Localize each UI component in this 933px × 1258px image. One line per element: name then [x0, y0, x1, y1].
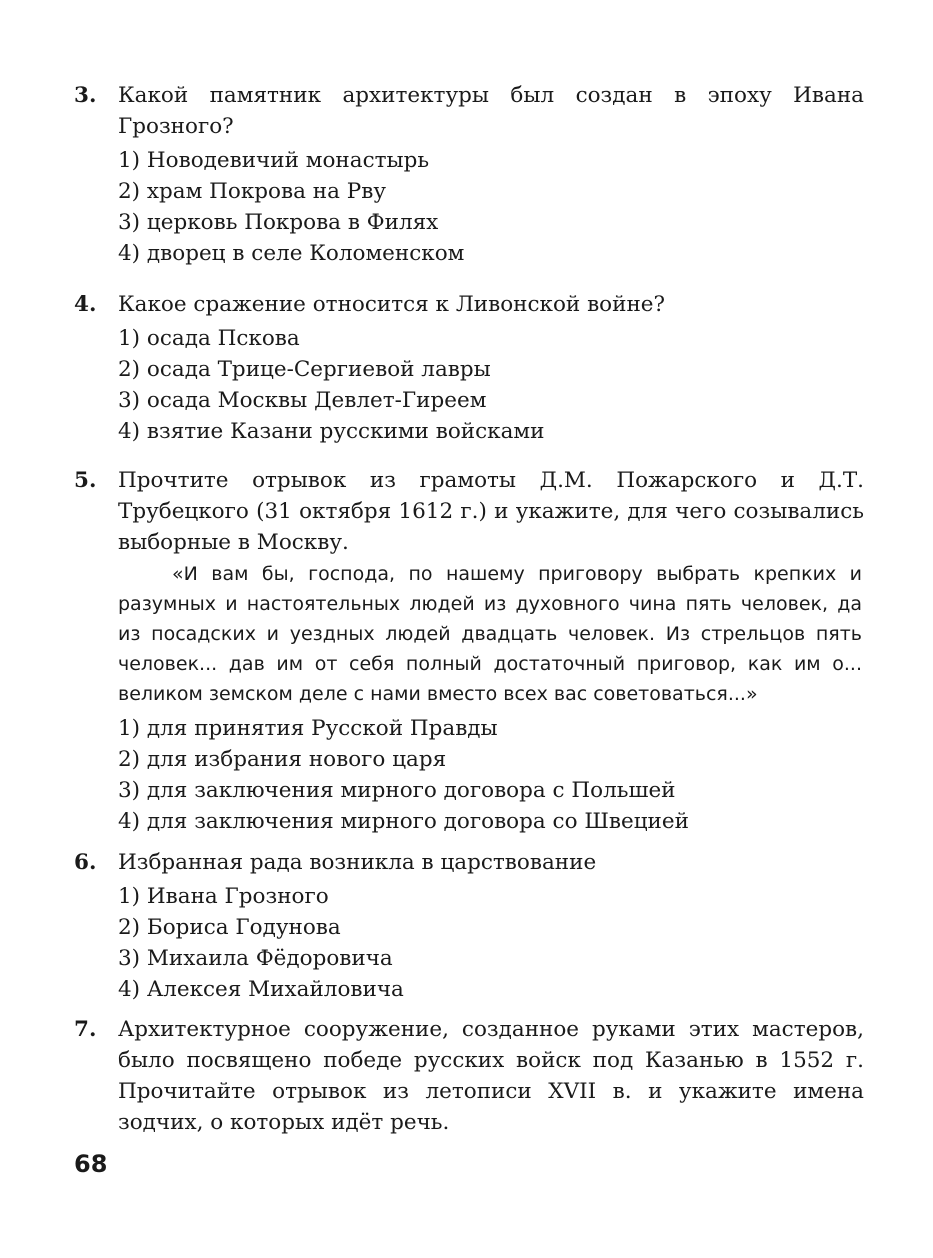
answer-options [118, 323, 864, 447]
answer-options [118, 881, 864, 1005]
answer-option: 1) осада Пскова [118, 326, 300, 351]
question-text: Прочтите отрывок из грамоты Д.М. Пожарского и Д.Т. Трубецкого (31 октября 1612 г.) и укажите, для чего созывались выборные в Москву. [118, 468, 864, 555]
question-3 [74, 80, 864, 269]
answer-option: 3) для заключения мирного договора с Польшей [118, 778, 676, 803]
question-5-options [74, 713, 864, 837]
answer-option: 1) Новодевичий монастырь [118, 148, 430, 173]
answer-option: 2) Бориса Годунова [118, 915, 341, 940]
answer-option: 2) храм Покрова на Рву [118, 179, 386, 204]
answer-options [118, 145, 864, 269]
answer-option: 3) церковь Покрова в Филях [118, 210, 439, 235]
answer-option: 2) для избрания нового царя [118, 747, 447, 772]
answer-option: 4) взятие Казани русскими войсками [118, 419, 545, 444]
question-text: Избранная рада возникла в царствование [118, 850, 597, 875]
question-number: 5. [74, 468, 97, 493]
answer-options [118, 713, 864, 837]
answer-option: 1) для принятия Русской Правды [118, 716, 498, 741]
question-number: 4. [74, 292, 97, 317]
question-6 [74, 847, 864, 1005]
question-7 [74, 1014, 864, 1138]
answer-option: 3) осада Москвы Девлет-Гиреем [118, 388, 487, 413]
answer-option: 4) дворец в селе Коломенском [118, 241, 465, 266]
quote-text: «И вам бы, господа, по нашему приговору выбрать крепких и разумных и настоятельных людей из духовного чина пять человек, да из посадских и уездных людей двадцать человек. Из стрельцов пять человек... дав им от себя полный достаточный приговор, как им о... великом земском деле с нами вместо всех вас советоваться...» [118, 563, 862, 705]
question-text: Какое сражение относится к Ливонской войне? [118, 292, 666, 317]
answer-option: 2) осада Трице-Сергиевой лавры [118, 357, 491, 382]
question-number: 6. [74, 850, 97, 875]
question-number: 7. [74, 1017, 97, 1042]
question-text: Архитектурное сооружение, созданное руками этих мастеров, было посвящено победе русских войск под Казанью в 1552 г. Прочитайте отрывок из летописи XVII в. и укажите имена зодчих, о которых идёт речь. [118, 1017, 864, 1135]
answer-option: 4) для заключения мирного договора со Швецией [118, 809, 689, 834]
page-number: 68 [74, 1150, 108, 1178]
answer-option: 1) Ивана Грозного [118, 884, 329, 909]
question-text: Какой памятник архитектуры был создан в эпоху Ивана Грозного? [118, 83, 864, 139]
answer-option: 3) Михаила Фёдоровича [118, 946, 393, 971]
question-5 [74, 465, 864, 558]
question-4 [74, 289, 864, 447]
chronicle-quote [118, 559, 862, 709]
question-number: 3. [74, 83, 97, 108]
answer-option: 4) Алексея Михайловича [118, 977, 404, 1002]
